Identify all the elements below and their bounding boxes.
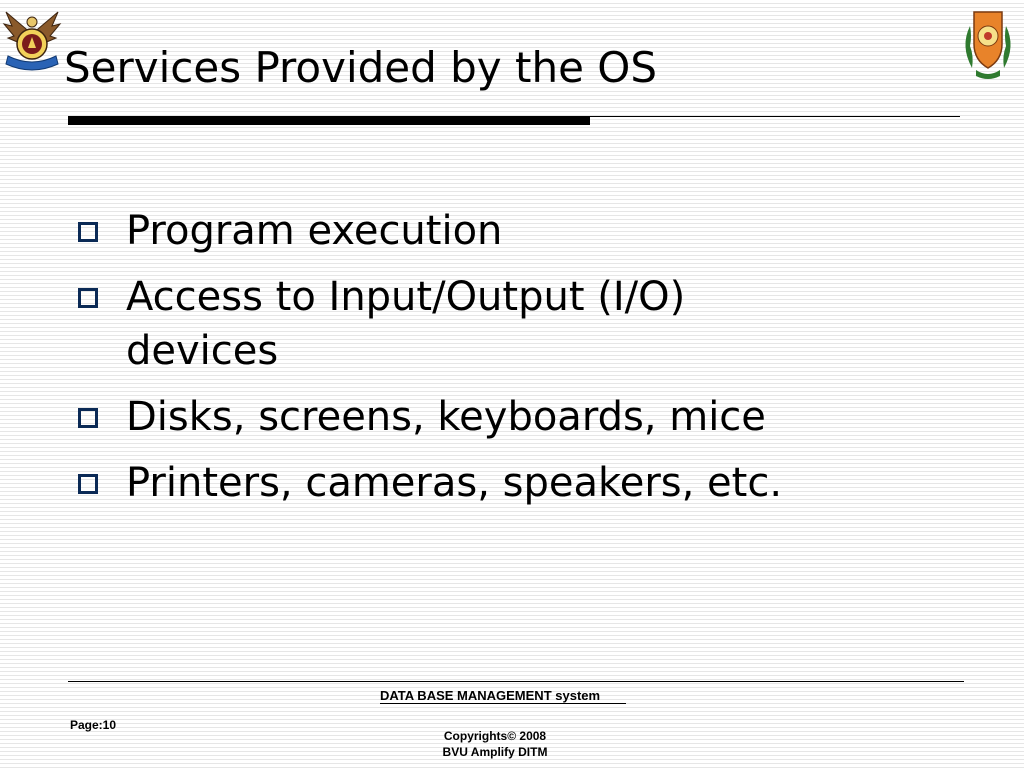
list-item — [74, 390, 934, 444]
slide-title: Services Provided by the OS — [64, 43, 657, 92]
square-bullet-icon — [78, 474, 98, 494]
page-number: Page:10 — [70, 718, 117, 732]
course-title: DATA BASE MANAGEMENT system — [380, 688, 601, 703]
institute-crest-icon — [958, 6, 1018, 82]
list-item — [74, 456, 934, 510]
bullet-text: Disks, screens, keyboards, mice — [126, 394, 766, 440]
bullet-text: Program execution — [126, 208, 503, 254]
square-bullet-icon — [78, 222, 98, 242]
footer-divider — [68, 681, 964, 682]
copyright-block — [420, 728, 570, 760]
bullet-text: Printers, cameras, speakers, etc. — [126, 460, 783, 506]
list-item — [74, 204, 934, 258]
course-title-underline — [380, 703, 626, 704]
copyright-line: Copyrights© 2008 — [443, 729, 547, 743]
university-emblem-icon — [2, 4, 62, 80]
bullet-text: Access to Input/Output (I/O) devices — [126, 274, 686, 374]
list-item — [74, 270, 934, 378]
square-bullet-icon — [78, 288, 98, 308]
bullet-list — [74, 204, 934, 522]
copyright-owner: BVU Amplify DITM — [442, 745, 548, 759]
title-divider-thick — [68, 116, 590, 125]
title-divider-thin — [590, 116, 960, 117]
square-bullet-icon — [78, 408, 98, 428]
